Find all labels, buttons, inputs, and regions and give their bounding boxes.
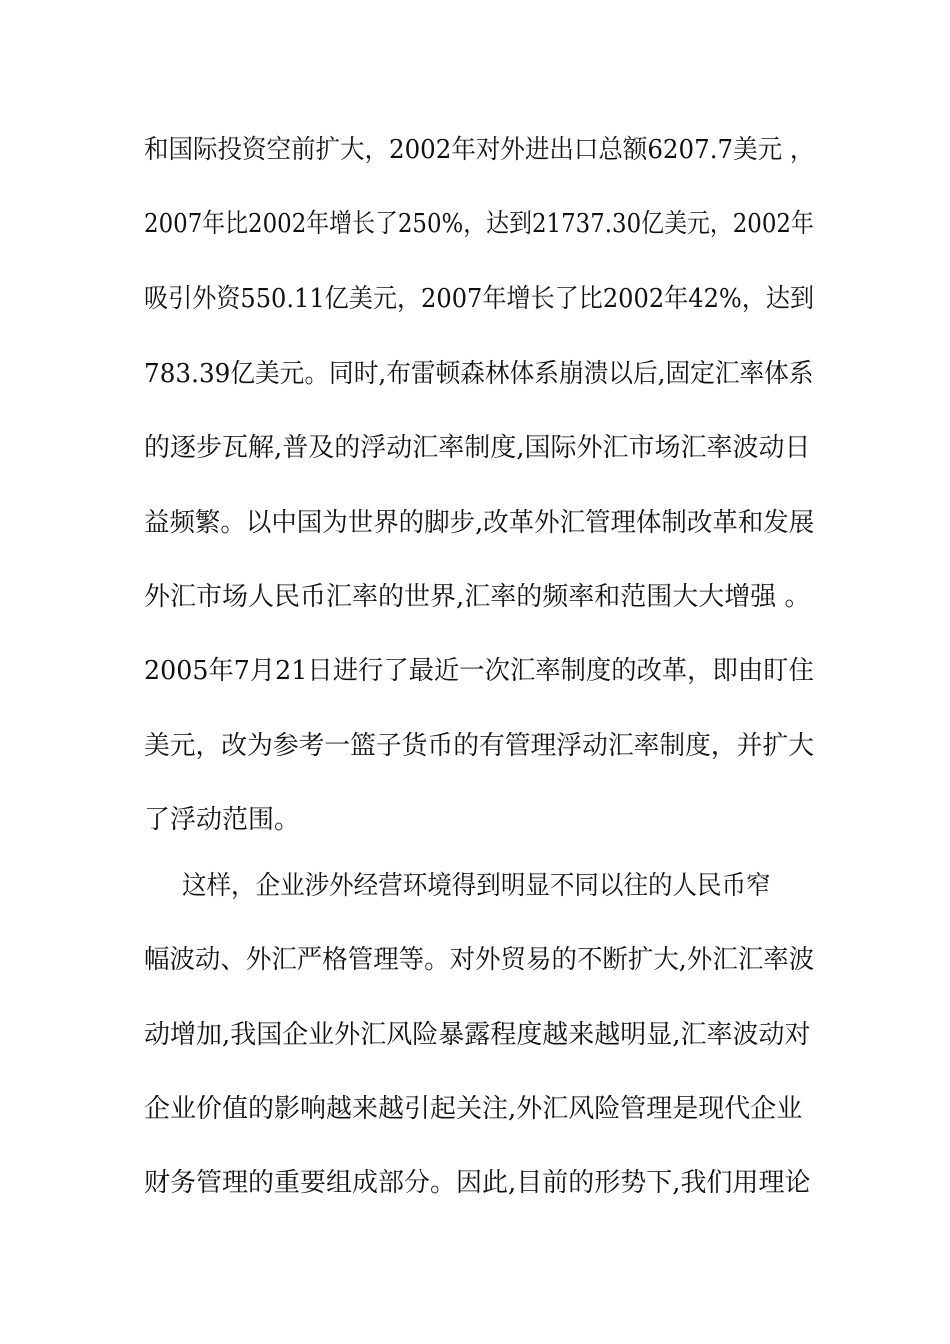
text-line: 益频繁。以中国为世界的脚步,改革外汇管理体制改革和发展	[144, 508, 815, 538]
text-line: 美元，改为参考一篮子货币的有管理浮动汇率制度，并扩大	[144, 731, 814, 761]
text-line: 幅波动、外汇严格管理等。对外贸易的不断扩大,外汇汇率波	[144, 945, 815, 975]
text-line: 的逐步瓦解,普及的浮动汇率制度,国际外汇市场汇率波动日	[144, 433, 811, 463]
text-line: 吸引外资550.11亿美元，2007年增长了比2002年42%，达到	[144, 284, 815, 314]
text-line: 2007年比2002年增长了250%，达到21737.30亿美元，2002年	[144, 209, 814, 239]
text-line: 783.39亿美元。同时,布雷顿森林体系崩溃以后,固定汇率体系	[144, 359, 814, 389]
text-line: 外汇市场人民币汇率的世界,汇率的频率和范围大大增强 。	[144, 582, 811, 612]
text-line: 动增加,我国企业外汇风险暴露程度越来越明显,汇率波动对	[144, 1020, 811, 1050]
text-line: 财务管理的重要组成部分。因此,目前的形势下,我们用理论	[144, 1168, 811, 1198]
text-line: 2005年7月21日进行了最近一次汇率制度的改革，即由盯住	[144, 656, 814, 686]
text-line: 企业价值的影响越来越引起关注,外汇风险管理是现代企业	[144, 1094, 803, 1124]
text-line: 了浮动范围。	[144, 805, 301, 835]
text-line: 这样，企业涉外经营环境得到明显不同以往的人民币窄	[182, 871, 771, 901]
text-line: 和国际投资空前扩大，2002年对外进出口总额6207.7美元 ，	[144, 135, 815, 165]
